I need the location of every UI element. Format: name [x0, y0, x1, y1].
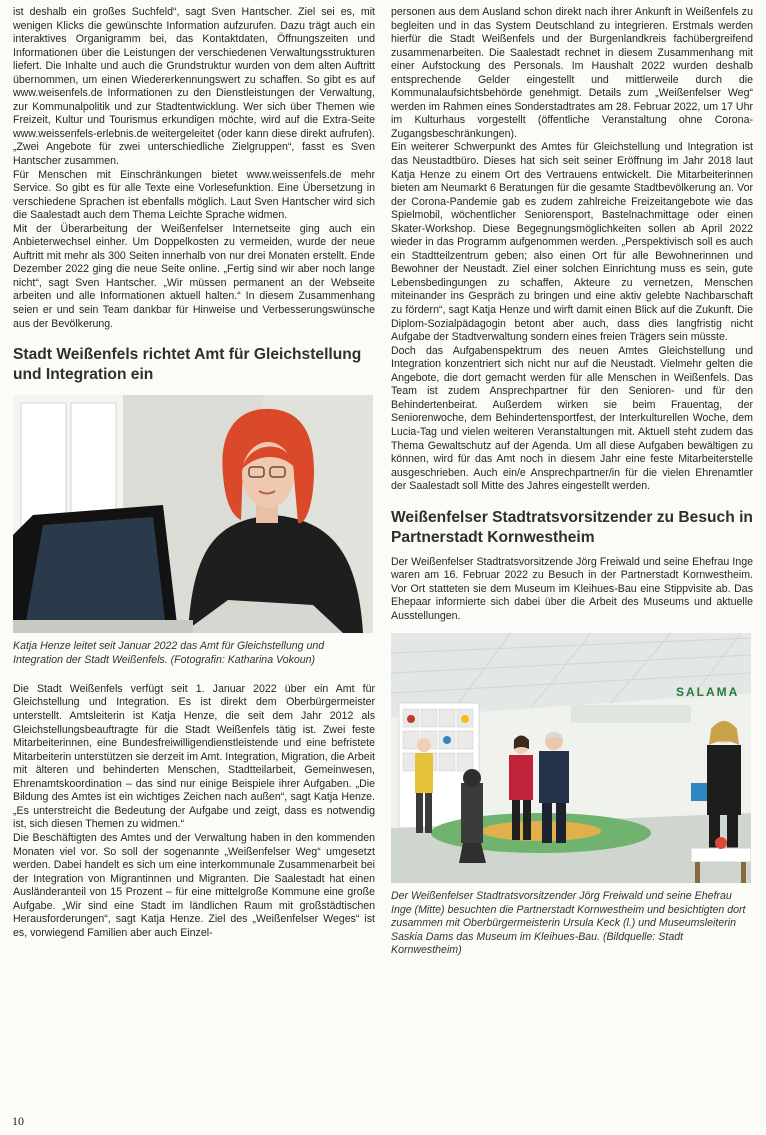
left-column: [13, 6, 375, 940]
right-column: [391, 6, 753, 957]
photo-illustration: [13, 395, 373, 633]
article-paragraph: Der Weißenfelser Stadtratsvorsitzende Jörg Freiwald und seine Ehefrau Inge waren am 16. Februar 2022 zu Besuch in der Partnerstadt Kornwestheim. Vor Ort statteten sie dem Museum im Kleihues-Bau eine Stippvisite ab. Das Ehepaar informierte sich dabei über die Arbeit des Museums und aktuelle Ausstellungen.: [391, 555, 753, 622]
article-paragraph: Ein weiterer Schwerpunkt des Amtes für Gleichstellung und Integration ist das Neustadtbüro. Dieses hat sich seit seiner Eröffnung im Jahr 2018 laut Katja Henze zu einem Ort des Vertrauens entwickelt. Die Mitarbeiterinnen bieten am Neumarkt 6 Beratungen für die gesamte Stadtbevölkerung an. Vor der Corona-Pandemie gab es zudem zahlreiche Freizeitangebote wie das Spielmobil, wöchentlicher Seniorensport, Bastelnachmittage oder einen Skater-Workshop. Diese Begegnungsmöglichkeiten sollen ab April 2022 wieder in das Programm aufgenommen werden. „Perspektivisch soll es auch ein Stadtteilzentrum geben; also einen Ort für alle Bewohnerinnen und Bewohner der Neustadt. Ziel einer solchen Einrichtung muss es sein, gute Lebensbedingungen zu schaffen, Akteure zu vernetzen, Menschen miteinander ins Gespräch zu bringen und eine aktiv gelebte Nachbarschaft zu fördern“, sagt Katja Henze und wirft damit einen Blick auf die Zukunft. Die Diplom-Sozialpädagogin betont aber auch, dass dies langfristig nicht Aufgabe der Stadtverwaltung sondern eines freien Trägers sein müsste.: [391, 141, 753, 344]
article-heading: Weißenfelser Stadtratsvorsitzender zu Besuch in Partnerstadt Kornwestheim: [391, 508, 753, 546]
photo-caption: Der Weißenfelser Stadtratsvorsitzender Jörg Freiwald und seine Ehefrau Inge (Mitte) besuchten die Partnerstadt Kornwestheim und besichtigten dort zusammen mit Oberbürgermeisterin Ursula Keck (l.) und Museumsleiterin Saskia Dams das Museum im Kleihues-Bau. (Bildquelle: Stadt Kornwestheim): [391, 890, 746, 957]
page-number: 10: [12, 1114, 24, 1128]
photo-illustration: [391, 633, 751, 883]
article-paragraph: Die Stadt Weißenfels verfügt seit 1. Januar 2022 über ein Amt für Gleichstellung und Integration. Es ist direkt dem Oberbürgermeister unterstellt. Amtsleiterin ist Katja Henze, die seit dem Jahr 2012 als Gleichstellungsbeauftragte für die Stadt Weißenfels tätig ist. Zwei feste Mitarbeiterinnen, eine Bundesfreiwilligendienstleistende und eine befristete Mitarbeiterin unterstützen sie derzeit im Amt. Integration, Migration, die Arbeit mit älteren und behinderten Menschen, Stadtteilarbeit, Gemeinwesen, Ehrenamtskoordination – das sind nur einige Beispiele ihrer Aufgaben. „Die Bildung des Amtes ist ein wichtiges Zeichen nach außen“, sagt Katja Henze. „Es unterstreicht die Bedeutung der Aufgabe und zeigt, dass es notwendig ist, sich diesen Themen zu widmen.“: [13, 682, 375, 831]
photo-sign-text: SALAMA: [676, 685, 740, 700]
article-heading: Stadt Weißenfels richtet Amt für Gleichstellung und Integration ein: [13, 346, 362, 384]
article-paragraph: Die Beschäftigten des Amtes und der Verwaltung haben in den kommenden Monaten viel vor. So soll der sogenannte „Weißenfelser Weg“ umgesetzt werden. Dabei handelt es sich um eine interkommunale Zusammenarbeit bei der Integration von Migrantinnen und Migranten. Die Saalestadt hat einen Ausländeranteil von 15 Prozent – für eine mittelgroße Kommune eine große Aufgabe. „Wir sind eine Stadt im ländlichen Raum mit großstädtischen Herausforderungen“, sagt Katja Henze. Ziel des „Weißenfelser Weges“ ist es, vorwiegend Familien aber auch Einzel-: [13, 831, 375, 939]
photo-caption: Katja Henze leitet seit Januar 2022 das Amt für Gleichstellung und Integration der Stadt Weißenfels. (Fotografin: Katharina Vokoun): [13, 640, 325, 666]
article-paragraph: Für Menschen mit Einschränkungen bietet www.weissenfels.de mehr Service. So gibt es für alle Texte eine Vorlesefunktion. Eine Übersetzung in verschiedene Sprachen ist ebenfalls möglich. Laut Sven Hantscher wird sich die Saalestadt auch dem Thema Leichte Sprache widmen.: [13, 168, 375, 222]
article-paragraph: Mit der Überarbeitung der Weißenfelser Internetseite ging auch ein Anbieterwechsel einher. Um Doppelkosten zu vermeiden, wurde der neue Auftritt mit mehr als 300 Seiten innerhalb von nur drei Monaten erstellt. Ende Dezember 2022 ging die neue Seite online. „Fertig sind wir aber noch lange nicht“, sagt Sven Hantscher. „Wir müssen permanent an der Webseite arbeiten und alle Informationen aktuell halten.“ In diesem Zusammenhang seien er und sein Team dankbar für Hinweise und Verbesserungswünsche aus der Bevölkerung.: [13, 222, 375, 330]
article-paragraph: personen aus dem Ausland schon direkt nach ihrer Ankunft in Weißenfels zu begleiten und in das System Deutschland zu integrieren. Erstmals werden hierfür die Stadt Weißenfels und der Burgenlandkreis fachübergreifend zusammenarbeiten. Die Saalestadt rechnet in diesem Zusammenhang mit einer Aufstockung des Personals. Im Haushalt 2022 wurden deshalb entsprechende Gelder eingestellt und mittlerweile durch die Kommunalaufsichtsbehörde genehmigt. Details zum „Weißenfelser Weg“ werden im Rahmen eines Sonderstadtrates am 28. Februar 2022, um 17 Uhr im Kulturhaus vorgestellt (öffentliche Veranstaltung ohne Corona-Zugangsbeschränkungen).: [391, 6, 753, 140]
article-paragraph: ist deshalb ein großes Suchfeld“, sagt Sven Hantscher. Ziel sei es, mit wenigen Klicks die gewünschte Information aufzurufen. Dazu trägt auch ein interaktives Organigramm bei, das Kontaktdaten, Öffnungszeiten und Informationen über die Leistungen der verschiedenen Verwaltungsstrukturen liefert. Die Inhalte und auch die Grundstruktur wurden von dem alten Auftritt übernommen, um einen Wiedererkennungswert zu schaffen. So gibt es auf www.weisenfels.de Informationen zu den Dienstleistungen der Verwaltung, zur Kommunalpolitik und zur Stadtentwicklung. Wer sich über Themen wie Freizeit, Kultur und Tourismus erkundigen möchte, wird auf die Extra-Seite www.weissenfels-erlebnis.de weitergeleitet (oder kann diese direkt aufrufen). „Zwei Angebote für zwei unterschiedliche Zielgruppen“, fasst es Sven Hantscher zusammen.: [13, 6, 375, 168]
article-paragraph: Doch das Aufgabenspektrum des neuen Amtes Gleichstellung und Integration konzentriert sich nicht nur auf die Neustadt. Vielmehr gelten die Angebote, die dort gemacht werden für alle Menschen in Weißenfels. Das Team ist zudem Ansprechpartner für den Senioren- und für den Behindertenbeirat. Außerdem wirken sie beim Frauentag, der Seniorenwoche, dem Behindertensportfest, der Interkulturellen Woche, dem Lucia-Tag und vielen weiteren Veranstaltungen mit. Aktuell steht zudem das Thema Gewaltschutz auf der Agenda. Um all diese Aufgaben bewältigen zu können, wird für das Amt noch in diesem Jahr eine feste Mitarbeiterstelle ausgeschrieben. Auch ein/e Ansprechpartner/in für die vielen Ehrenamtler der Saalestadt soll Mitte des Jahres eingestellt werden.: [391, 344, 753, 493]
photo-museum-visit: [391, 633, 751, 883]
photo-woman-at-computer: [13, 395, 373, 633]
